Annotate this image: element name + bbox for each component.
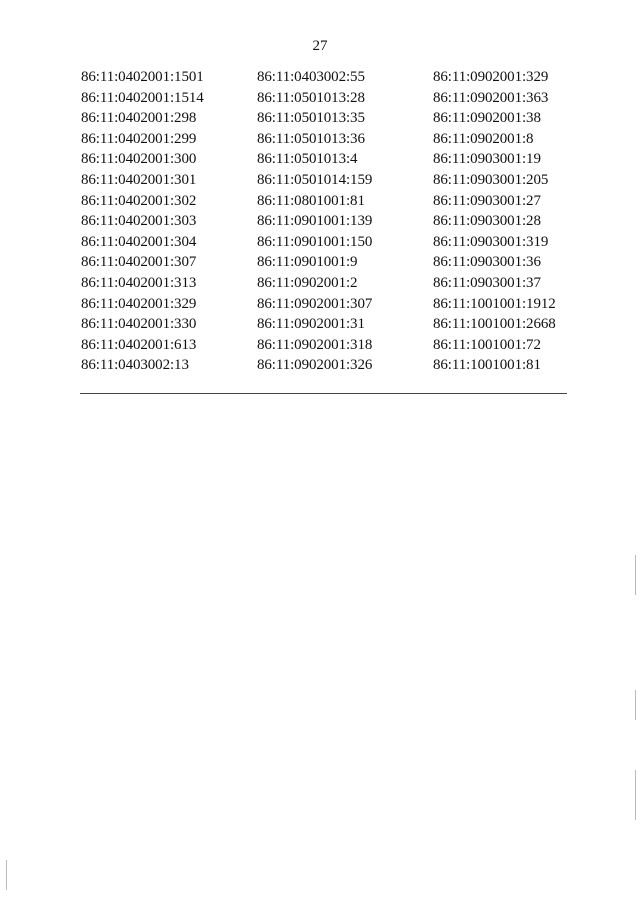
cadastral-number: 86:11:0902001:307 — [257, 295, 373, 312]
cadastral-number: 86:11:0402001:304 — [81, 233, 197, 250]
cadastral-number: 86:11:0501014:159 — [257, 171, 373, 188]
cadastral-number: 86:11:0903001:36 — [433, 254, 541, 271]
cadastral-number: 86:11:0903001:319 — [433, 233, 549, 250]
cadastral-number: 86:11:0903001:205 — [433, 171, 549, 188]
cadastral-number: 86:11:0902001:2 — [257, 274, 358, 291]
cadastral-number: 86:11:0402001:298 — [81, 110, 197, 127]
cadastral-number: 86:11:1001001:72 — [433, 336, 541, 353]
cadastral-number: 86:11:0402001:613 — [81, 336, 197, 353]
cadastral-number: 86:11:0901001:150 — [257, 233, 373, 250]
cadastral-number: 86:11:0402001:300 — [81, 151, 197, 168]
scan-artifact — [635, 690, 636, 720]
cadastral-number: 86:11:0403002:13 — [81, 357, 189, 374]
cadastral-number: 86:11:0902001:318 — [257, 336, 373, 353]
cadastral-number: 86:11:0402001:307 — [81, 254, 197, 271]
cadastral-number: 86:11:0801001:81 — [257, 192, 365, 209]
cadastral-number: 86:11:0902001:31 — [257, 316, 365, 333]
page-number: 27 — [312, 38, 328, 54]
cadastral-number: 86:11:0402001:330 — [81, 316, 197, 333]
cadastral-number: 86:11:0902001:326 — [257, 357, 373, 374]
cadastral-number: 86:11:0903001:37 — [433, 274, 541, 291]
cadastral-number: 86:11:0402001:303 — [81, 213, 197, 230]
column-1 — [81, 67, 257, 376]
cadastral-number: 86:11:0902001:329 — [433, 69, 549, 85]
cadastral-number: 86:11:0402001:299 — [81, 130, 197, 147]
cadastral-number: 86:11:1001001:2668 — [433, 316, 556, 333]
column-2 — [257, 67, 433, 376]
cadastral-number: 86:11:0403002:55 — [257, 69, 365, 85]
cadastral-number: 86:11:0902001:38 — [433, 110, 541, 127]
cadastral-number: 86:11:0901001:139 — [257, 213, 373, 230]
cadastral-number: 86:11:0903001:19 — [433, 151, 541, 168]
cadastral-number: 86:11:0903001:27 — [433, 192, 541, 209]
scan-artifact — [635, 555, 636, 595]
cadastral-number: 86:11:0402001:301 — [81, 171, 197, 188]
cadastral-number: 86:11:0903001:28 — [433, 213, 541, 230]
cadastral-number: 86:11:0402001:313 — [81, 274, 197, 291]
cadastral-number: 86:11:0901001:9 — [257, 254, 358, 271]
cadastral-number: 86:11:0501013:28 — [257, 89, 365, 106]
column-3 — [433, 67, 573, 376]
cadastral-number-list — [81, 67, 573, 376]
table-end-rule — [80, 393, 567, 394]
cadastral-number: 86:11:0501013:36 — [257, 130, 365, 147]
cadastral-number: 86:11:0402001:1501 — [81, 69, 204, 85]
cadastral-number: 86:11:0501013:4 — [257, 151, 358, 168]
cadastral-number: 86:11:0402001:1514 — [81, 89, 204, 106]
cadastral-number: 86:11:0402001:302 — [81, 192, 197, 209]
scan-artifact — [6, 860, 7, 890]
cadastral-number: 86:11:0402001:329 — [81, 295, 197, 312]
cadastral-number: 86:11:1001001:1912 — [433, 295, 556, 312]
scan-artifact — [635, 770, 636, 820]
cadastral-number: 86:11:0501013:35 — [257, 110, 365, 127]
cadastral-number: 86:11:1001001:81 — [433, 357, 541, 374]
cadastral-number: 86:11:0902001:8 — [433, 130, 534, 147]
cadastral-number: 86:11:0902001:363 — [433, 89, 549, 106]
